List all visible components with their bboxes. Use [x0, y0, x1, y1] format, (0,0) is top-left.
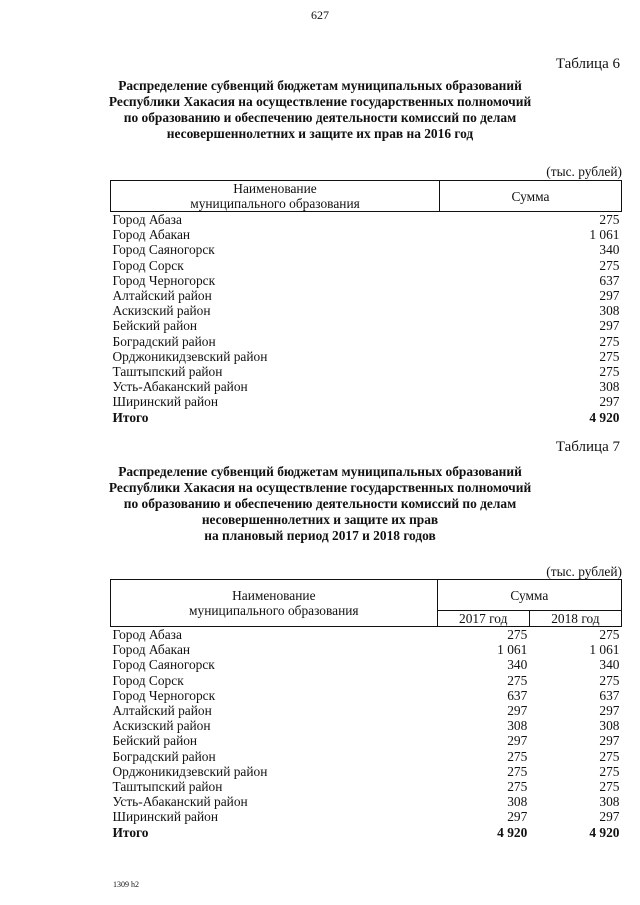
total-label: Итого	[112, 824, 149, 840]
sum-2018: 297	[599, 733, 620, 749]
municipality-name: Город Саяногорск	[112, 657, 215, 673]
table-row	[111, 242, 622, 257]
sum-value: 275	[599, 212, 620, 228]
table7-col-2018: 2018 год	[529, 611, 621, 627]
table-row	[111, 379, 622, 394]
table7-title	[100, 464, 540, 544]
sum-value: 637	[599, 272, 620, 288]
table7-title-line: на плановый период 2017 и 2018 годов	[204, 528, 436, 543]
table-row	[111, 718, 622, 733]
table-row	[111, 779, 622, 794]
sum-value: 308	[599, 303, 620, 319]
table7	[110, 579, 622, 840]
table7-title-line: Республики Хакасия на осуществление государственных полномочий	[108, 480, 532, 495]
sum-2017: 297	[507, 733, 528, 749]
sum-2017: 308	[507, 718, 528, 734]
sum-2017: 275	[507, 672, 528, 688]
municipality-name: Город Абаза	[112, 627, 182, 643]
sum-2018: 308	[599, 794, 620, 810]
sum-2018: 308	[599, 718, 620, 734]
total-value: 4 920	[589, 409, 620, 425]
table7-title-line: Распределение субвенций бюджетам муниципальных образований	[118, 464, 522, 479]
sum-2017: 275	[507, 748, 528, 764]
sum-2017: 297	[507, 703, 528, 719]
col-name-line: Наименование	[232, 588, 316, 603]
sum-value: 275	[599, 257, 620, 273]
sum-2017: 637	[507, 687, 528, 703]
municipality-name: Усть-Абаканский район	[112, 794, 248, 810]
sum-2018: 275	[599, 778, 620, 794]
table7-title-line: несовершеннолетних и защите их прав	[201, 512, 439, 527]
table7-col-sum: Сумма	[437, 580, 621, 611]
municipality-name: Город Абакан	[112, 227, 191, 243]
sum-value: 275	[599, 363, 620, 379]
total-2017: 4 920	[497, 824, 528, 840]
municipality-name: Бейский район	[112, 733, 198, 749]
table-row	[111, 703, 622, 718]
municipality-name: Аскизский район	[112, 303, 211, 319]
sum-2018: 275	[599, 672, 620, 688]
municipality-name: Орджоникидзевский район	[112, 763, 268, 779]
table6	[110, 180, 622, 425]
sum-2017: 308	[507, 794, 528, 810]
municipality-name: Аскизский район	[112, 718, 211, 734]
table6-label: Таблица 6	[555, 56, 620, 72]
total-row	[111, 824, 622, 839]
table-row	[111, 688, 622, 703]
table7-label: Таблица 7	[555, 439, 620, 455]
table-row	[111, 642, 622, 657]
municipality-name: Алтайский район	[112, 288, 212, 304]
sum-2017: 297	[507, 809, 528, 825]
table-row	[111, 733, 622, 748]
table-row	[111, 273, 622, 288]
table6-col-name	[111, 181, 440, 212]
sum-value: 297	[599, 394, 620, 410]
municipality-name: Бейский район	[112, 318, 198, 334]
footer-code: 1309 h2	[113, 880, 139, 889]
municipality-name: Боградский район	[112, 333, 216, 349]
sum-2018: 340	[599, 657, 620, 673]
table-row	[111, 364, 622, 379]
total-label: Итого	[112, 409, 149, 425]
table6-col-sum: Сумма	[440, 181, 622, 212]
col-name-line: муниципального образования	[190, 196, 360, 211]
table6-title-line: по образованию и обеспечению деятельности комиссий по делам	[123, 110, 517, 125]
sum-2017: 1 061	[497, 642, 528, 658]
municipality-name: Ширинский район	[112, 809, 218, 825]
sum-value: 340	[599, 242, 620, 258]
municipality-name: Город Черногорск	[112, 687, 216, 703]
municipality-name: Орджоникидзевский район	[112, 348, 268, 364]
page-number: 627	[311, 8, 329, 22]
table7-col-2017: 2017 год	[437, 611, 529, 627]
table-row	[111, 749, 622, 764]
table-row	[111, 394, 622, 409]
municipality-name: Город Сорск	[112, 257, 184, 273]
table-row	[111, 627, 622, 643]
sum-2018: 297	[599, 809, 620, 825]
municipality-name: Боградский район	[112, 748, 216, 764]
table7-col-name	[111, 580, 438, 627]
municipality-name: Город Саяногорск	[112, 242, 215, 258]
sum-2018: 275	[599, 627, 620, 643]
sum-value: 297	[599, 288, 620, 304]
sum-2017: 275	[507, 627, 528, 643]
municipality-name: Город Сорск	[112, 672, 184, 688]
sum-2017: 340	[507, 657, 528, 673]
municipality-name: Таштыпский район	[112, 778, 223, 794]
table6-title-line: несовершеннолетних и защите их прав на 2016 год	[166, 126, 474, 141]
sum-2018: 275	[599, 763, 620, 779]
sum-value: 275	[599, 348, 620, 364]
sum-value: 297	[599, 318, 620, 334]
table-row	[111, 318, 622, 333]
municipality-name: Город Черногорск	[112, 272, 216, 288]
sum-2017: 275	[507, 763, 528, 779]
municipality-name: Ширинский район	[112, 394, 218, 410]
table-row	[111, 288, 622, 303]
table-row	[111, 258, 622, 273]
table7-units: (тыс. рублей)	[546, 564, 622, 579]
table6-title	[100, 78, 540, 142]
total-row	[111, 409, 622, 424]
table6-units: (тыс. рублей)	[546, 164, 622, 179]
sum-2018: 297	[599, 703, 620, 719]
total-2018: 4 920	[589, 824, 620, 840]
table7-title-line: по образованию и обеспечению деятельности комиссий по делам	[123, 496, 517, 511]
municipality-name: Алтайский район	[112, 703, 212, 719]
table-row	[111, 349, 622, 364]
table-row	[111, 657, 622, 672]
table6-title-line: Распределение субвенций бюджетам муниципальных образований	[118, 78, 522, 93]
sum-2018: 275	[599, 748, 620, 764]
table-row	[111, 227, 622, 242]
col-name-line: муниципального образования	[189, 603, 359, 618]
table-row	[111, 303, 622, 318]
sum-value: 275	[599, 333, 620, 349]
sum-2017: 275	[507, 778, 528, 794]
sum-2018: 1 061	[589, 642, 620, 658]
table-row	[111, 764, 622, 779]
sum-value: 1 061	[589, 227, 620, 243]
municipality-name: Усть-Абаканский район	[112, 379, 248, 395]
table6-title-line: Республики Хакасия на осуществление государственных полномочий	[108, 94, 532, 109]
sum-2018: 637	[599, 687, 620, 703]
col-name-line: Наименование	[233, 181, 317, 196]
table-row	[111, 809, 622, 824]
table-row	[111, 794, 622, 809]
municipality-name: Город Абакан	[112, 642, 191, 658]
municipality-name: Таштыпский район	[112, 363, 223, 379]
table-row	[111, 212, 622, 228]
table-row	[111, 334, 622, 349]
table-row	[111, 673, 622, 688]
municipality-name: Город Абаза	[112, 212, 182, 228]
sum-value: 308	[599, 379, 620, 395]
